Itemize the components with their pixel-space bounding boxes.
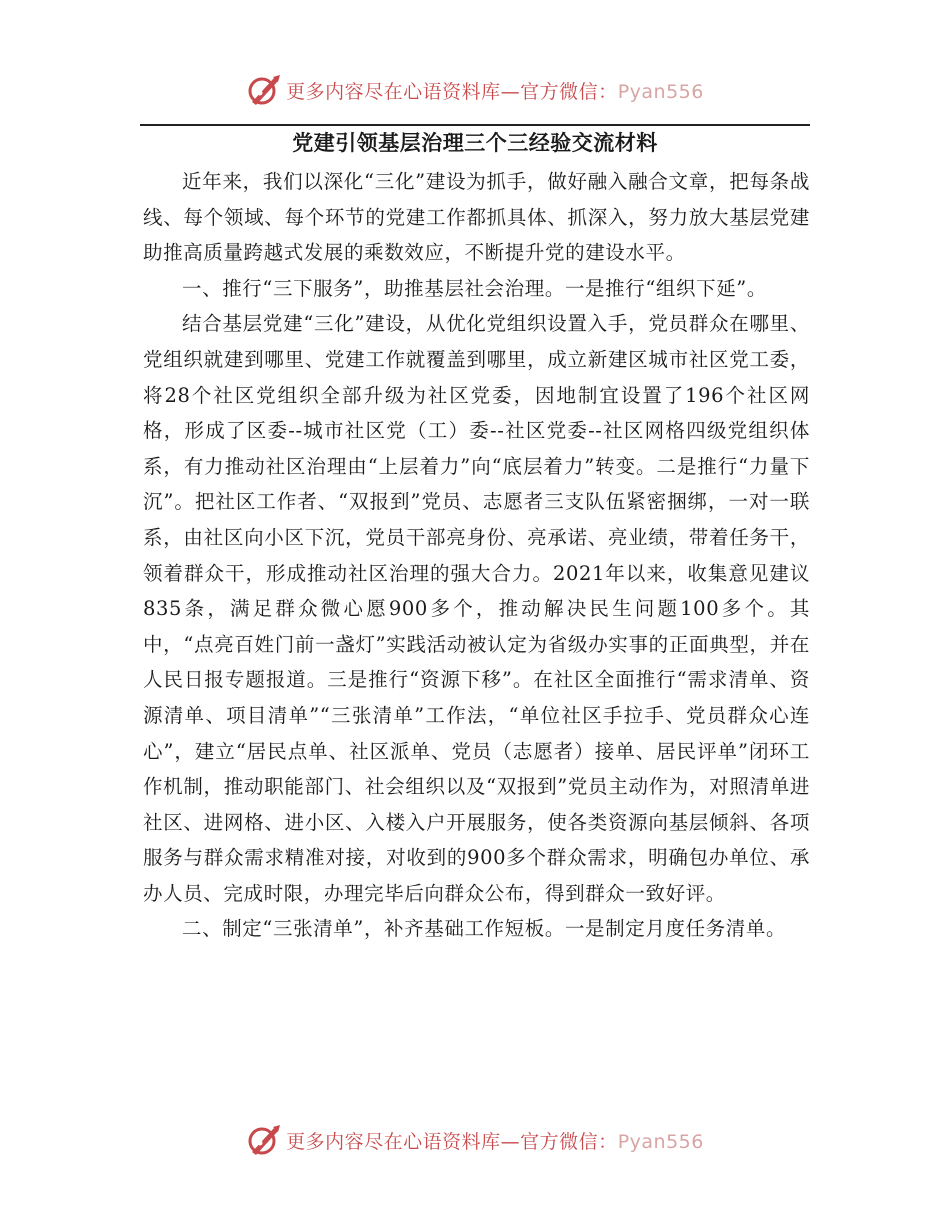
watermark-text: [286, 77, 704, 104]
watermark-banner-top: [0, 70, 950, 110]
watermark-banner-bottom: [0, 1120, 950, 1160]
watermark-wechat-id: Pyan556: [617, 1130, 704, 1153]
watermark-text: [286, 1127, 704, 1154]
watermark-wechat-id: Pyan556: [617, 80, 704, 103]
watermark-slogan: 更多内容尽在心语资料库: [286, 80, 501, 103]
document-title: 党建引领基层治理三个三经验交流材料: [292, 130, 658, 155]
paragraph-section-1-heading: 一、推行“三下服务”，助推基层社会治理。一是推行“组织下延”。: [182, 276, 767, 300]
watermark-dash: —: [500, 80, 521, 103]
watermark-wechat-label: 官方微信：: [520, 80, 618, 103]
watermark-slogan: 更多内容尽在心语资料库: [286, 1130, 501, 1153]
paragraph-section-1-body: 结合基层党建“三化”建设，从优化党组织设置入手，党员群众在哪里、党组织就建到哪里、党建工作就覆盖到哪里，成立新建区城市社区党工委，将28个社区党组织全部升级为社区党委，因地制宜设置了196个社区网格，形成了区委--城市社区党（工）委--社区党委--社区网格四级党组织体系，有力推动社区治理由“上层着力”向“底层着力”转变。二是推行“力量下沉”。把社区工作者、“双报到”党员、志愿者三支队伍紧密捆绑，一对一联系，由社区向小区下沉，党员干部亮身份、亮承诺、亮业绩，带着任务干，领着群众干，形成推动社区治理的强大合力。2021年以来，收集意见建议835条，满足群众微心愿900多个，推动解决民生问题100多个。其中，“点亮百姓门前一盏灯”实践活动被认定为省级办实事的正面典型，并在人民日报专题报道。三是推行“资源下移”。在社区全面推行“需求清单、资源清单、项目清单”“三张清单”工作法，“单位社区手拉手、党员群众心连心”，建立“居民点单、社区派单、党员（志愿者）接单、居民评单”闭环工作机制，推动职能部门、社会组织以及“双报到”党员主动作为，对照清单进社区、进网格、进小区、入楼入户开展服务，使各类资源向基层倾斜、各项服务与群众需求精准对接，对收到的900多个群众需求，明确包办单位、承办人员、完成时限，办理完毕后向群众公布，得到群众一致好评。: [143, 312, 810, 905]
watermark-dash: —: [500, 1130, 521, 1153]
header-divider: [140, 124, 810, 126]
paragraph-section-2-heading: 二、制定“三张清单”，补齐基础工作短板。一是制定月度任务清单。: [182, 917, 787, 941]
watermark-wechat-label: 官方微信：: [520, 1130, 618, 1153]
pen-logo-icon: [246, 72, 282, 108]
document-body: [143, 164, 810, 947]
paragraph-intro: 近年来，我们以深化“三化”建设为抓手，做好融入融合文章，把每条战线、每个领域、每个环节的党建工作都抓具体、抓深入，努力放大基层党建助推高质量跨越式发展的乘数效应，不断提升党的建设水平。: [143, 170, 810, 265]
pen-logo-icon: [246, 1122, 282, 1158]
